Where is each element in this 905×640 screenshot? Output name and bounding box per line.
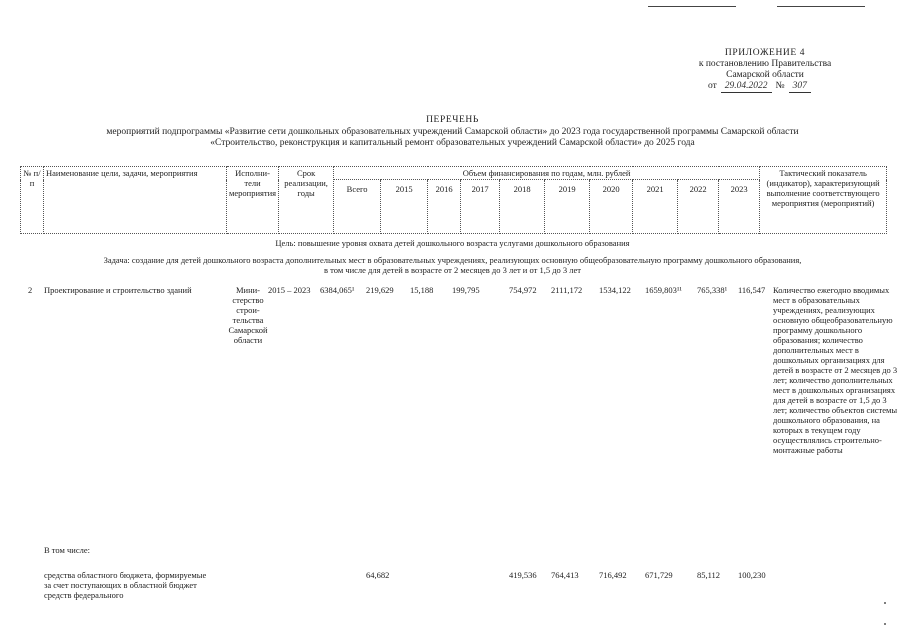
year-2021: 2021 — [633, 180, 678, 234]
row2-2016: 15,188 — [410, 285, 434, 295]
col-num: № п/п — [21, 167, 44, 234]
col-name: Наименование цели, задачи, мероприятия — [44, 167, 227, 234]
year-2020: 2020 — [590, 180, 633, 234]
row3-values — [0, 570, 905, 582]
row2-term: 2015 – 2023 — [268, 285, 311, 295]
row3-2020: 716,492 — [599, 570, 627, 580]
appendix-block — [660, 48, 870, 93]
row2-executor: Мини-стерство строи-тельства Самарской области — [228, 285, 268, 345]
row3-2015: 64,682 — [366, 570, 390, 580]
year-2022: 2022 — [678, 180, 719, 234]
row2-total: 6384,065¹ — [320, 285, 355, 295]
heading-line2: «Строительство, реконструкция и капитальный ремонт образовательных учреждений Самарской области» до 2025 года — [210, 138, 695, 148]
scan-speck — [884, 623, 886, 625]
appendix-from: от — [708, 81, 717, 91]
appendix-line3: Самарской области — [726, 70, 804, 80]
funding-table-header — [20, 166, 887, 234]
row2-2021: 1659,803¹¹ — [645, 285, 682, 295]
year-2016: 2016 — [428, 180, 461, 234]
heading-title: ПЕРЕЧЕНЬ — [426, 115, 479, 125]
appendix-no: № — [775, 81, 785, 91]
row3-2022: 85,112 — [697, 570, 721, 580]
including-label: В том числе: — [44, 545, 90, 555]
top-rule-right — [777, 6, 865, 7]
col-executor: Исполни-тели мероприятия — [227, 167, 279, 234]
row3-2019: 764,413 — [551, 570, 579, 580]
row2-2022: 765,338¹ — [697, 285, 728, 295]
row3-2023: 100,230 — [738, 570, 766, 580]
task-line2: в том числе для детей в возрасте от 2 месяцев до 3 лет и от 1,5 до 3 лет — [323, 265, 582, 275]
task-line1: Задача: создание для детей дошкольного возраста дополнительных мест в образовательных учреждениях, реализующих основную общеобразовательную программу дошкольного образования, — [103, 255, 802, 265]
col-term: Срок реализации, годы — [279, 167, 334, 234]
year-total: Всего — [334, 180, 381, 234]
row2-2019: 2111,172 — [551, 285, 583, 295]
row2-values — [0, 285, 905, 297]
row3-name: средства областного бюджета, формируемые за счет поступающих в областной бюджет средств федерального — [44, 570, 207, 600]
row2-name: Проектирование и строительство зданий — [44, 285, 192, 295]
col-indicator: Тактический показатель (индикатор), характеризующий выполнение соответствующего мероприятия (мероприятий) — [760, 167, 887, 234]
row2-2015: 219,629 — [366, 285, 394, 295]
row3-2021: 671,729 — [645, 570, 673, 580]
row2-num: 2 — [28, 285, 33, 295]
appendix-title: ПРИЛОЖЕНИЕ 4 — [724, 48, 806, 58]
row3-2018: 419,536 — [509, 570, 537, 580]
goal-line: Цель: повышение уровня охвата детей дошкольного возраста услугами дошкольного образования — [275, 238, 630, 248]
row2-2020: 1534,122 — [599, 285, 631, 295]
year-2017: 2017 — [461, 180, 500, 234]
top-rule-left — [648, 6, 736, 7]
scan-speck — [884, 602, 886, 604]
appendix-line2: к постановлению Правительства — [698, 59, 832, 69]
year-2023: 2023 — [719, 180, 760, 234]
year-2018: 2018 — [500, 180, 545, 234]
row2-indicator: Количество ежегодно вводимых мест в образовательных учреждениях, реализующих основную общеобразовательную программу дошкольного образования; количество дополнительных мест в дошкольных организациях для детей в возрасте от 2 месяцев до 3 лет; количество дополнительных мест в дошкольных организациях для детей в возрасте от 1,5 до 3 лет; количество объектов системы дошкольного образования, на которых в текущем году осуществлялись строительно-монтажные работы — [773, 285, 898, 455]
appendix-date-line — [660, 81, 870, 93]
row2-2018: 754,972 — [509, 285, 537, 295]
col-funding: Объем финансирования по годам, млн. рублей — [334, 167, 760, 180]
row2-2023: 116,547 — [738, 285, 766, 295]
appendix-number: 307 — [789, 81, 811, 93]
heading-line1: мероприятий подпрограммы «Развитие сети дошкольных образовательных учреждений Самарской области» до 2023 года государственной программы Самарской области — [106, 127, 799, 137]
row2-2017: 199,795 — [452, 285, 480, 295]
year-2019: 2019 — [545, 180, 590, 234]
appendix-date: 29.04.2022 — [721, 81, 772, 93]
year-2015: 2015 — [381, 180, 428, 234]
